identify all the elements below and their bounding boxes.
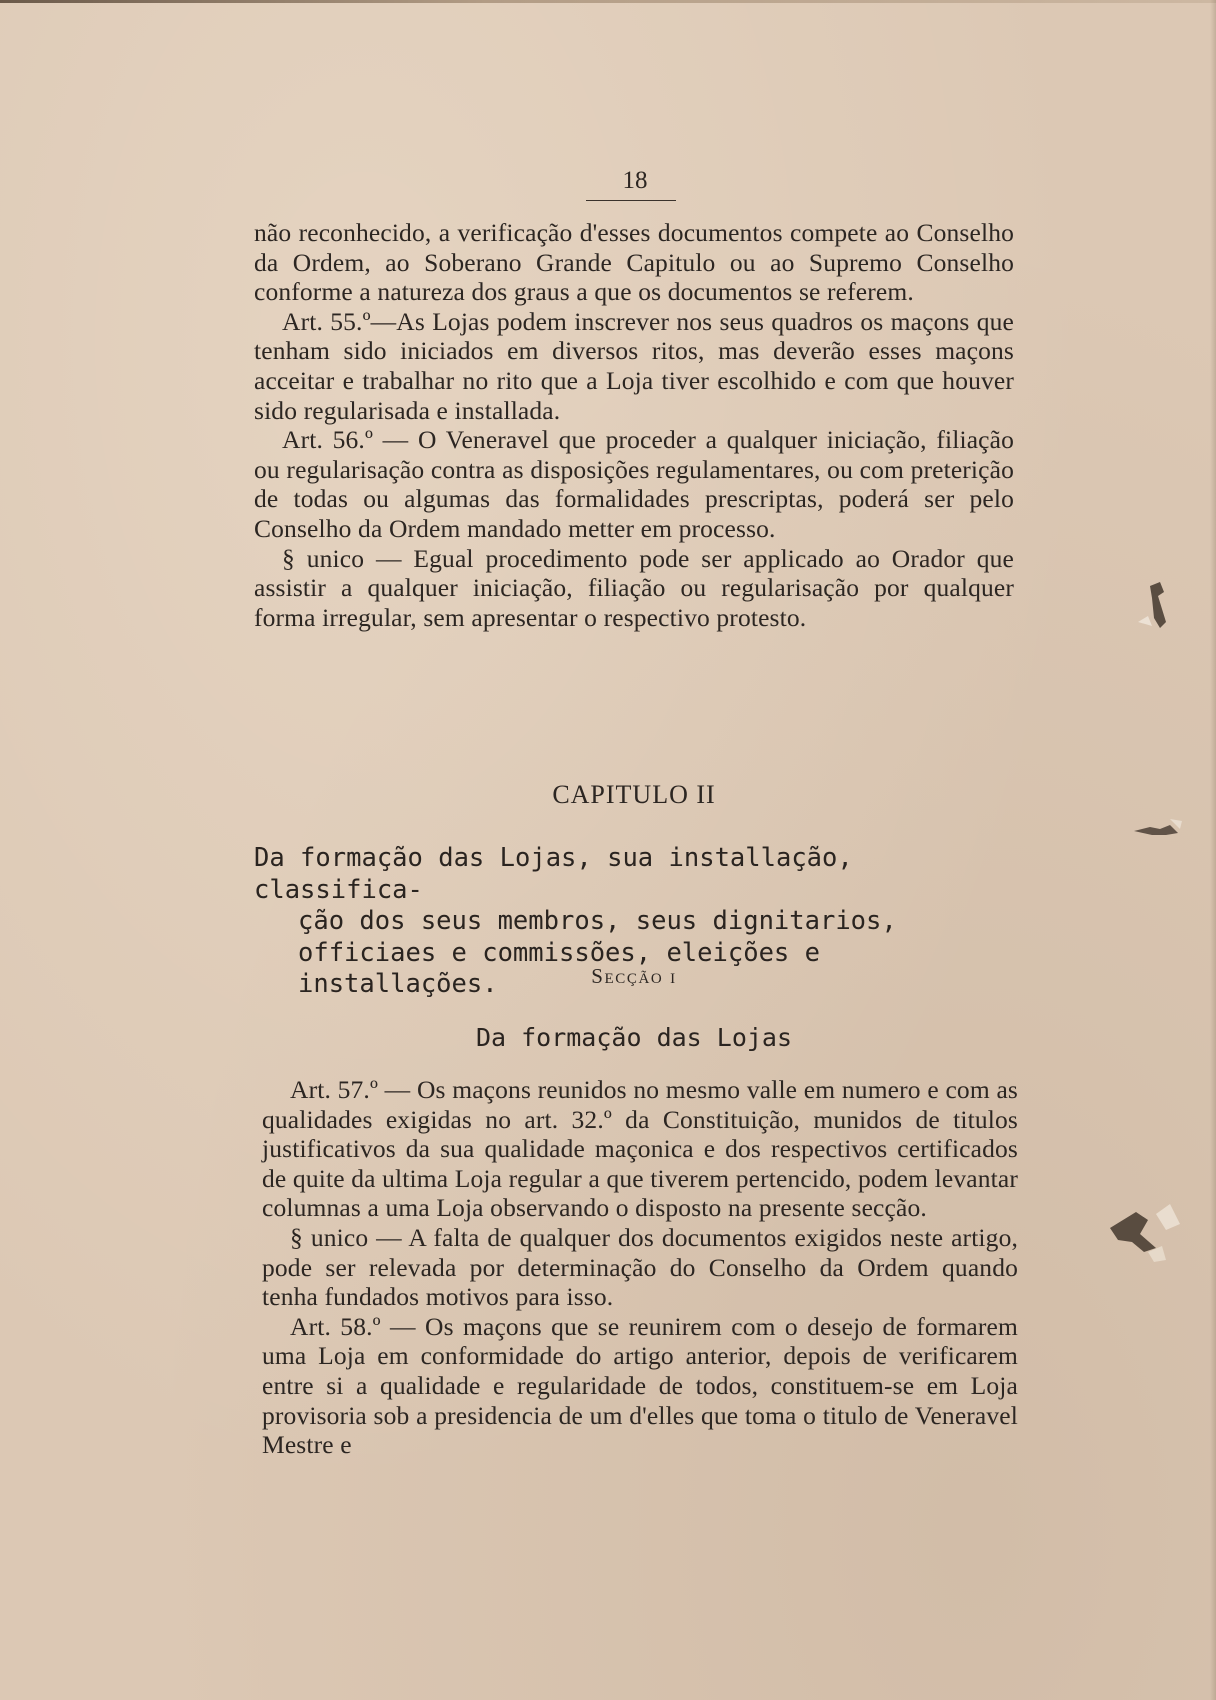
paragraph-unico-57: § unico — A falta de qualquer dos documentos exigidos neste artigo, pode ser relevada por determinação do Conselho da Ordem quando tenha fundados motivos para isso. bbox=[262, 1222, 1018, 1312]
paragraph-continuation: não reconhecido, a verificação d'esses documentos compete ao Conselho da Ordem, ao Soberano Grande Capitulo ou ao Supremo Conselho conforme a natureza dos graus a que os documentos se referem. bbox=[254, 218, 1014, 307]
paper-tear-mark bbox=[1130, 815, 1188, 845]
paragraph-art-55: Art. 55.º—As Lojas podem inscrever nos seus quadros os maçons que tenham sido iniciados em diversos ritos, mas deverão esses maçons acceitar e trabalhar no rito que a Loja tiver escolhido e com que houver sido regularisada e installada. bbox=[254, 306, 1014, 425]
page-right-edge bbox=[1210, 0, 1216, 1700]
section-label: Secção i bbox=[591, 964, 677, 988]
body-text-bottom bbox=[262, 1075, 1018, 1460]
chapter-subtitle-line-1: Da formação das Lojas, sua installação, classifica- bbox=[254, 843, 853, 905]
chapter-subtitle-continuation: ção dos seus membros, seus dignitarios, officiaes e commissões, eleições e installações. bbox=[298, 906, 897, 999]
chapter-title: CAPITULO II bbox=[552, 780, 716, 809]
paragraph-art-57: Art. 57.º — Os maçons reunidos no mesmo valle em numero e com as qualidades exigidas no art. 32.º da Constituição, munidos de titulos justificativos da sua qualidade maçonica e dos respectivos certificados de quite da ultima Loja regular a que tiverem pertencido, podem levantar columnas a uma Loja observando o disposto na presente secção. bbox=[262, 1075, 1018, 1223]
body-text-top bbox=[254, 218, 1014, 632]
paragraph-art-58: Art. 58.º — Os maçons que se reunirem com o desejo de formarem uma Loja em conformidade do artigo anterior, depois de verificarem entre si a qualidade e regularidade de todos, constituem-se em Loja provisoria sob a presidencia de um d'elles que toma o titulo de Veneravel Mestre e bbox=[262, 1311, 1018, 1460]
page-number-rule bbox=[586, 200, 676, 201]
paper-tear-mark bbox=[1096, 1200, 1186, 1270]
page-number: 18 bbox=[622, 167, 648, 194]
paragraph-art-56: Art. 56.º — O Veneravel que proceder a qualquer iniciação, filiação ou regularisação contra as disposições regulamentares, ou com preterição de todas ou algumas das formalidades prescriptas, poderá ser pelo Conselho da Ordem mandado metter em processo. bbox=[254, 425, 1014, 543]
paper-tear-mark bbox=[1130, 578, 1180, 638]
section-title: Da formação das Lojas bbox=[475, 1023, 793, 1052]
page-top-edge bbox=[0, 0, 1216, 3]
paragraph-unico-56: § unico — Egual procedimento pode ser applicado ao Orador que assistir a qualquer iniciação, filiação ou regularisação por qualquer forma irregular, sem apresentar o respectivo protesto. bbox=[254, 543, 1014, 632]
